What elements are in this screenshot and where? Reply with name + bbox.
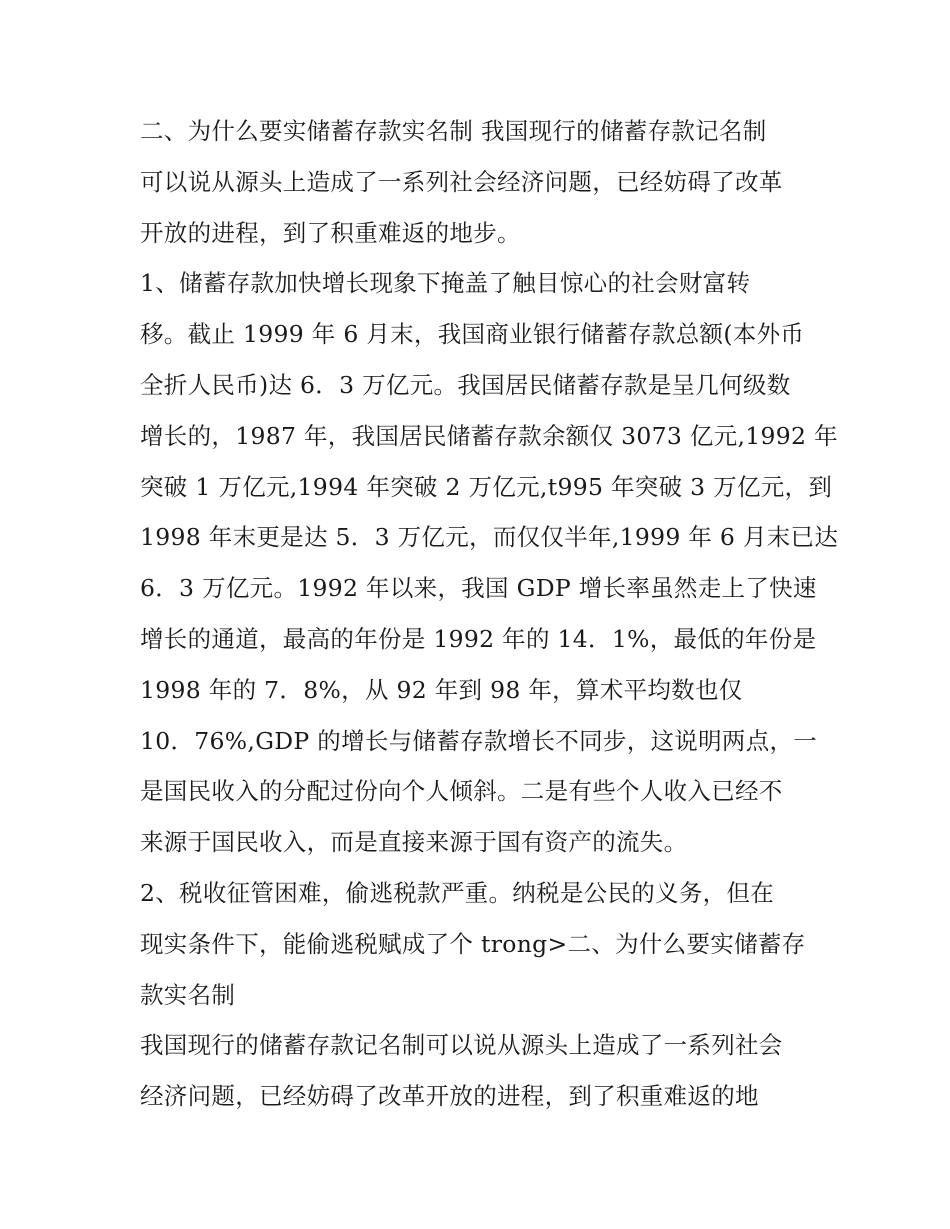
text-line: 1、储蓄存款加快增长现象下掩盖了触目惊心的社会财富转: [140, 269, 751, 298]
text-line: 二、为什么要实储蓄存款实名制 我国现行的储蓄存款记名制: [140, 117, 767, 145]
text-line: 我国现行的储蓄存款记名制可以说从源头上造成了一系列社会: [140, 1031, 783, 1060]
text-line: 增长的，1987 年，我国居民储蓄存款余额仅 3073 亿元,1992 年: [140, 421, 838, 450]
text-line: 经济问题，已经妨碍了改革开放的进程，到了积重难返的地: [140, 1082, 759, 1111]
text-line: 全折人民币)达 6．3 万亿元。我国居民储蓄存款是呈几何级数: [140, 370, 791, 399]
text-line: 来源于国民收入，而是直接来源于国有资产的流失。: [140, 828, 688, 857]
text-line: 10．76%,GDP 的增长与储蓄存款增长不同步，这说明两点，一: [140, 726, 818, 755]
text-line: 可以说从源头上造成了一系列社会经济问题，已经妨碍了改革: [140, 167, 783, 196]
text-line: 1998 年的 7．8%，从 92 年到 98 年，算术平均数也仅: [140, 675, 743, 704]
text-line: 移。截止 1999 年 6 月末，我国商业银行储蓄存款总额(本外币: [140, 320, 805, 349]
text-line: 款实名制: [140, 980, 236, 1009]
text-line: 6．3 万亿元。1992 年以来，我国 GDP 增长率虽然走上了快速: [140, 574, 817, 603]
text-line: 是国民收入的分配过份向个人倾斜。二是有些个人收入已经不: [140, 777, 783, 806]
text-line: 增长的通道，最高的年份是 1992 年的 14．1%，最低的年份是: [140, 624, 817, 653]
text-line: 现实条件下，能偷逃税赋成了个 trong>二、为什么要实储蓄存: [140, 929, 806, 958]
document-body-text: [140, 106, 839, 1122]
text-line: 突破 1 万亿元,1994 年突破 2 万亿元,t995 年突破 3 万亿元，到: [140, 472, 833, 501]
text-line: 2、税收征管困难，偷逃税款严重。纳税是公民的义务，但在: [140, 878, 775, 907]
text-line: 开放的进程，到了积重难返的地步。: [140, 218, 521, 247]
text-line: 1998 年末更是达 5．3 万亿元，而仅仅半年,1999 年 6 月末已达: [140, 523, 839, 552]
